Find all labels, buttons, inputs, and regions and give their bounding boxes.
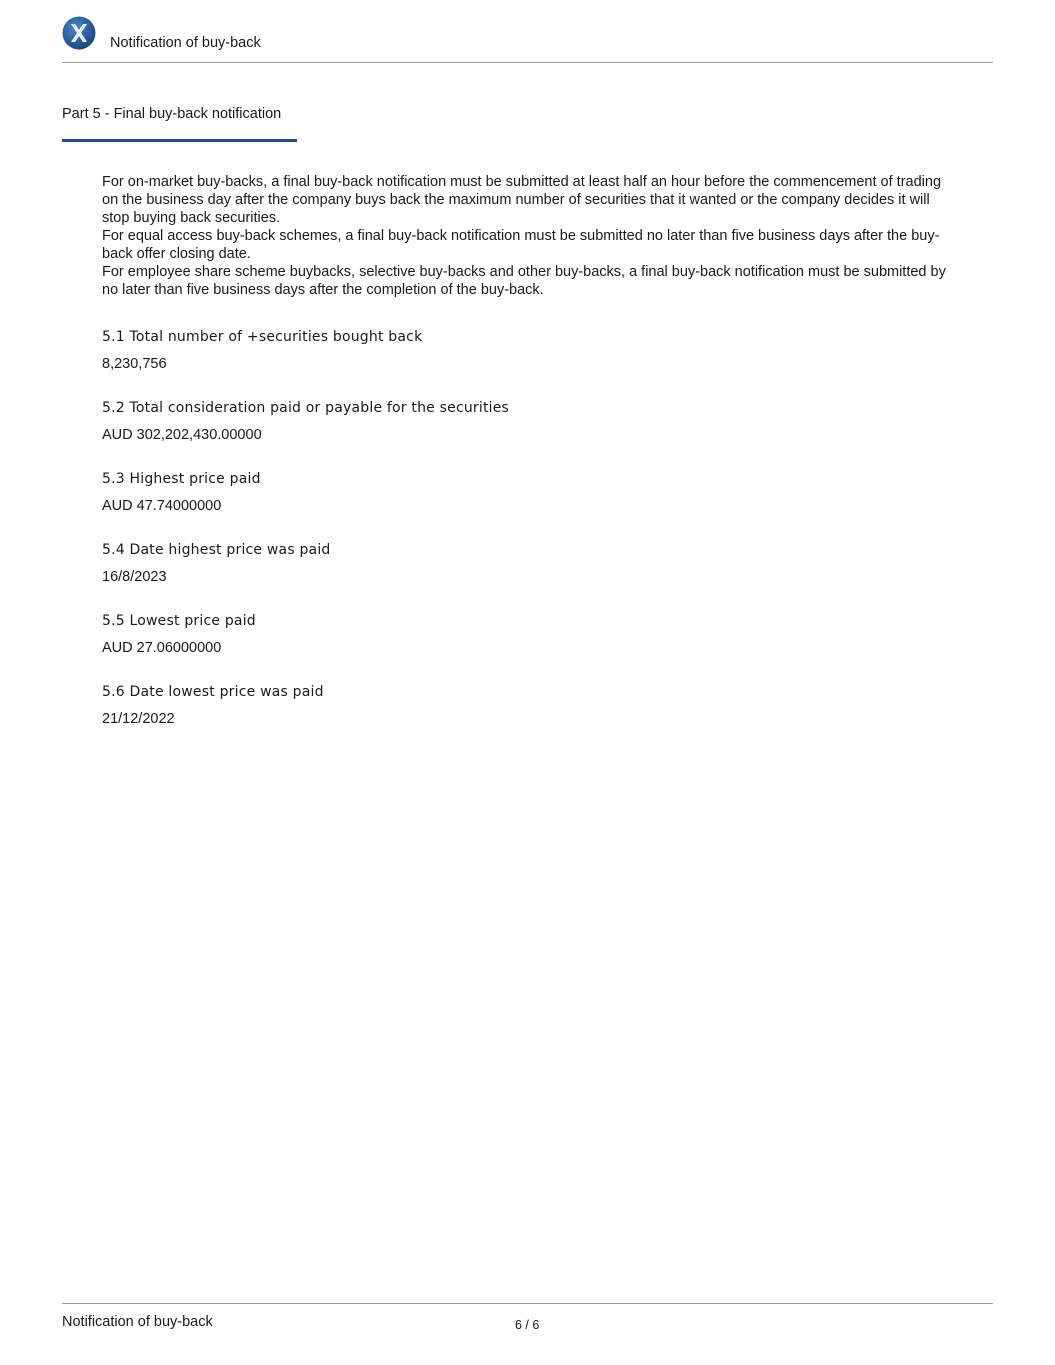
header-title: Notification of buy-back — [110, 35, 261, 51]
footer-title: Notification of buy-back — [62, 1314, 213, 1330]
page-footer — [62, 1303, 993, 1332]
field-label: 5.1 Total number of +securities bought back — [102, 329, 423, 345]
field-label: 5.2 Total consideration paid or payable for the securities — [102, 400, 510, 416]
part-title: Part 5 - Final buy-back notification — [62, 106, 282, 122]
intro-paragraph: For equal access buy-back schemes, a final buy-back notification must be submitted no later than five business days after the buy-back offer closing date. — [102, 228, 940, 262]
field-value: AUD 302,202,430.00000 — [102, 427, 262, 443]
field-highest-price-date — [102, 541, 957, 612]
field-label: 5.3 Highest price paid — [102, 471, 261, 487]
field-label: 5.4 Date highest price was paid — [102, 542, 331, 558]
field-label: 5.5 Lowest price paid — [102, 613, 256, 629]
part-title-underline — [62, 139, 297, 142]
page-number: 6 / 6 — [515, 1318, 540, 1332]
field-value: 21/12/2022 — [102, 711, 175, 727]
field-lowest-price — [102, 612, 957, 683]
page-header — [62, 16, 993, 63]
field-value: AUD 27.06000000 — [102, 640, 222, 656]
intro-paragraph: For on-market buy-backs, a final buy-back notification must be submitted at least half an hour before the commencement of trading on the business day after the company buys back the maximum number of securities that it wanted or the company decides it will stop buying back securities. — [102, 174, 942, 226]
field-highest-price — [102, 470, 957, 541]
field-value: 16/8/2023 — [102, 569, 167, 585]
intro-paragraph: For employee share scheme buybacks, selective buy-backs and other buy-backs, a final buy-back notification must be submitted by no later than five business days after the completion of the buy-back. — [102, 264, 946, 298]
field-total-securities — [102, 328, 957, 399]
asx-logo-icon — [62, 16, 96, 50]
intro-text — [102, 173, 957, 328]
field-label: 5.6 Date lowest price was paid — [102, 684, 324, 700]
field-total-consideration — [102, 399, 957, 470]
part-content — [102, 173, 957, 754]
field-lowest-price-date — [102, 683, 957, 754]
field-value: AUD 47.74000000 — [102, 498, 222, 514]
field-value: 8,230,756 — [102, 356, 167, 372]
